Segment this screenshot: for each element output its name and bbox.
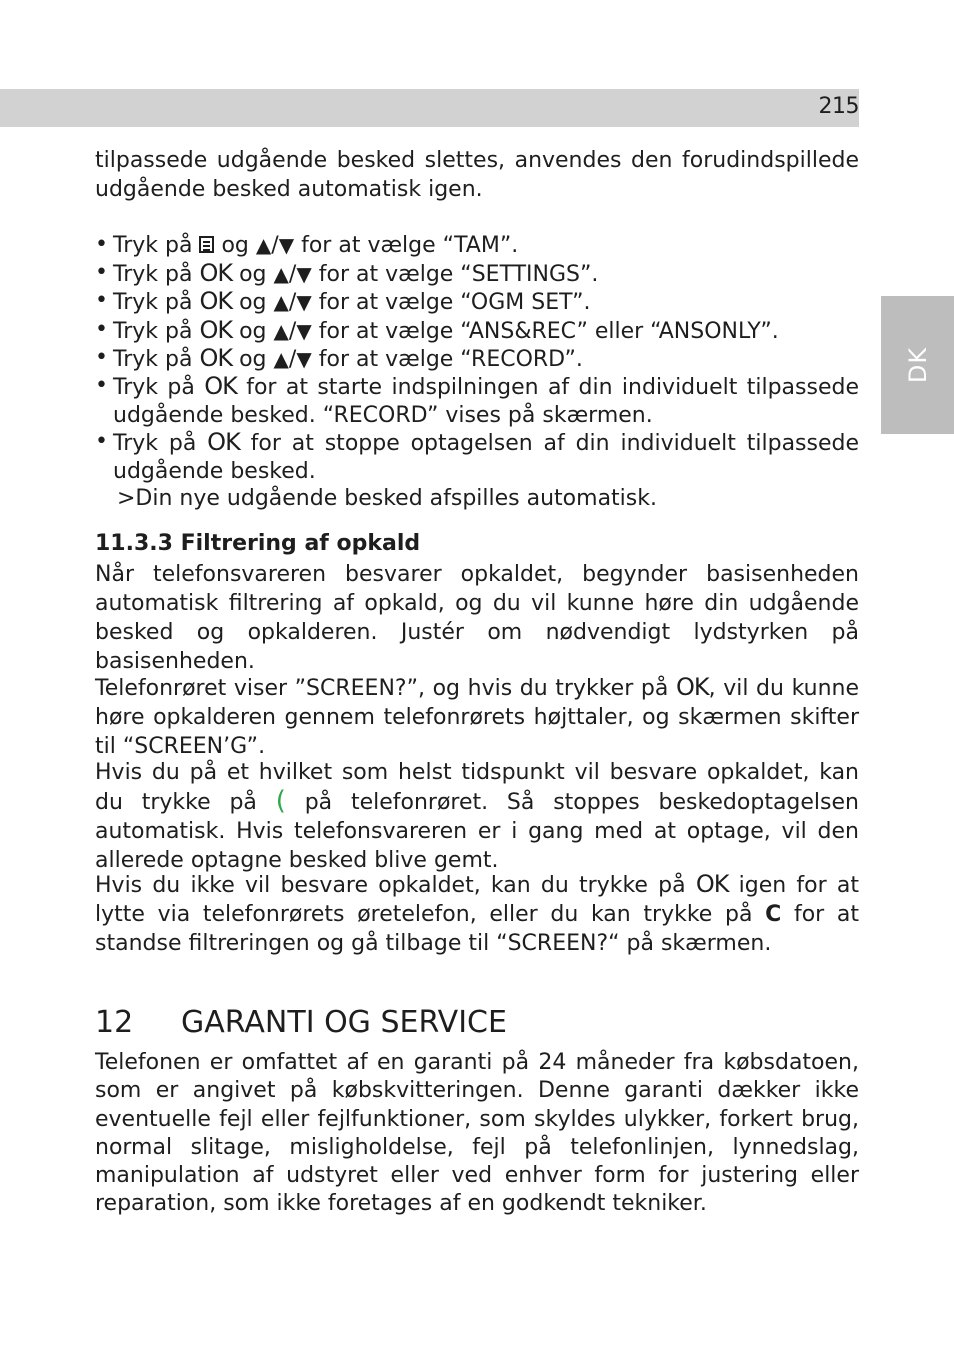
- down-arrow-icon: ▼: [296, 319, 312, 343]
- section-12-heading: [95, 1005, 507, 1040]
- up-arrow-icon: ▲: [273, 290, 289, 314]
- slash: /: [288, 347, 297, 372]
- step-3-post: for at vælge “OGM SET”.: [318, 290, 591, 315]
- down-arrow-icon: ▼: [278, 233, 295, 257]
- para4-pre: Hvis du ikke vil besvare opkaldet, kan du trykke på: [95, 873, 686, 898]
- para3-post: på telefonrøret. Så stoppes beskedoptagelsen automatisk. Hvis telefonsvareren er i gang med at optage, vil den allerede optagne besked blive gemt.: [95, 790, 859, 873]
- section-11-3-3-heading: 11.3.3 Filtrering af opkald: [95, 531, 421, 556]
- step-5: [95, 344, 859, 374]
- step-7-post: for at stoppe optagelsen af din individuelt tilpassede udgående besked.: [113, 431, 860, 484]
- ok-icon: OK: [675, 673, 709, 701]
- bullet: •: [95, 429, 108, 454]
- clear-c-icon: C: [765, 902, 782, 927]
- slash: /: [288, 319, 297, 344]
- filtering-para-3: [95, 758, 859, 875]
- language-tab-label: DK: [903, 346, 932, 384]
- up-arrow-icon: ▲: [273, 319, 289, 343]
- para2-post: , vil du kunne høre opkalderen gennem telefonrørets højttaler, og skærmen skifter til “SCREEN’G”.: [95, 676, 859, 759]
- warranty-paragraph: Telefonen er omfattet af en garanti på 24 måneder fra købsdatoen, som er angivet på købskvitteringen. Denne garanti dækker ikke eventuelle fejl eller fejlfunktioner, som skyldes ulykker, forkert brug, normal slitage, misligholdelse, fejl på telefonlinjen, lynnedslag, manipulation af udstyret eller ved enhver form for justering eller reparation, som ikke foretages af en godkendt tekniker.: [95, 1050, 859, 1217]
- step-1-mid: og: [221, 233, 249, 258]
- up-arrow-icon: ▲: [255, 233, 272, 257]
- step-4: [95, 316, 859, 346]
- step-4-pre: Tryk på: [113, 319, 193, 344]
- page-number: 215: [818, 94, 859, 119]
- bullet: •: [95, 288, 108, 313]
- bullet: •: [95, 232, 108, 257]
- step-5-pre: Tryk på: [113, 347, 193, 372]
- step-4-post: for at vælge “ANS&REC” eller “ANSONLY”.: [318, 319, 779, 344]
- step-1: [95, 231, 859, 260]
- filtering-para-2: [95, 673, 859, 761]
- step-6-pre: Tryk på: [113, 375, 195, 400]
- step-2-pre: Tryk på: [113, 262, 193, 287]
- step-6-post: for at starte indspilningen af din individuelt tilpassede udgående besked. “RECORD” vises på skærmen.: [113, 375, 859, 428]
- step-7-pre: Tryk på: [113, 431, 197, 456]
- slash: /: [288, 262, 297, 287]
- slash: /: [271, 233, 279, 258]
- filtering-para-4: [95, 870, 859, 958]
- phone-answer-icon: (: [275, 786, 286, 816]
- step-1-post: for at vælge “TAM”.: [301, 233, 519, 258]
- step-5-post: for at vælge “RECORD”.: [318, 347, 583, 372]
- bullet: •: [95, 260, 108, 285]
- ok-icon: OK: [199, 259, 233, 287]
- step-2: [95, 259, 859, 289]
- down-arrow-icon: ▼: [296, 290, 312, 314]
- ok-icon: OK: [199, 287, 233, 315]
- up-arrow-icon: ▲: [273, 347, 289, 371]
- ok-icon: OK: [204, 372, 237, 400]
- language-tab: [881, 296, 954, 434]
- bullet: •: [95, 317, 108, 342]
- header-bar: [0, 89, 859, 127]
- step-2-mid: og: [239, 262, 267, 287]
- para2-pre: Telefonrøret viser ”SCREEN?”, og hvis du trykker på: [95, 676, 669, 701]
- step-4-mid: og: [239, 319, 267, 344]
- para4-mid: igen for at lytte via telefonrørets øretelefon, eller du kan trykke på: [95, 873, 859, 927]
- ok-icon: OK: [199, 344, 233, 372]
- step-2-post: for at vælge “SETTINGS”.: [318, 262, 599, 287]
- section-12-title: GARANTI OG SERVICE: [181, 1005, 507, 1040]
- para4-post: for at standse filtreringen og gå tilbage til “SCREEN?“ på skærmen.: [95, 902, 859, 956]
- ok-icon: OK: [199, 316, 233, 344]
- menu-icon: [199, 236, 214, 253]
- step-3-pre: Tryk på: [113, 290, 193, 315]
- step-7: [95, 428, 859, 486]
- intro-paragraph: tilpassede udgående besked slettes, anvendes den forudindspillede udgående besked automatisk igen.: [95, 148, 859, 202]
- down-arrow-icon: ▼: [296, 347, 312, 371]
- step-1-pre: Tryk på: [113, 233, 193, 258]
- up-arrow-icon: ▲: [273, 262, 289, 286]
- para3-pre: Hvis du på et hvilket som helst tidspunkt vil besvare opkaldet, kan du trykke på: [95, 760, 859, 815]
- step-5-mid: og: [239, 347, 267, 372]
- bullet: •: [95, 373, 108, 398]
- bullet: •: [95, 345, 108, 370]
- ok-icon: OK: [207, 428, 240, 456]
- step-6: [95, 372, 859, 430]
- step-3-mid: og: [239, 290, 267, 315]
- filtering-para-1: Når telefonsvareren besvarer opkaldet, begynder basisenheden automatisk filtrering af opkald, og du vil kunne høre din udgående besked og opkalderen. Justér om nødvendigt lydstyrken på basisenheden.: [95, 562, 859, 674]
- section-12-number: 12: [95, 1005, 134, 1040]
- ok-icon: OK: [695, 870, 729, 898]
- result-note: >Din nye udgående besked afspilles automatisk.: [117, 486, 657, 511]
- down-arrow-icon: ▼: [296, 262, 312, 286]
- slash: /: [288, 290, 297, 315]
- step-3: [95, 287, 859, 317]
